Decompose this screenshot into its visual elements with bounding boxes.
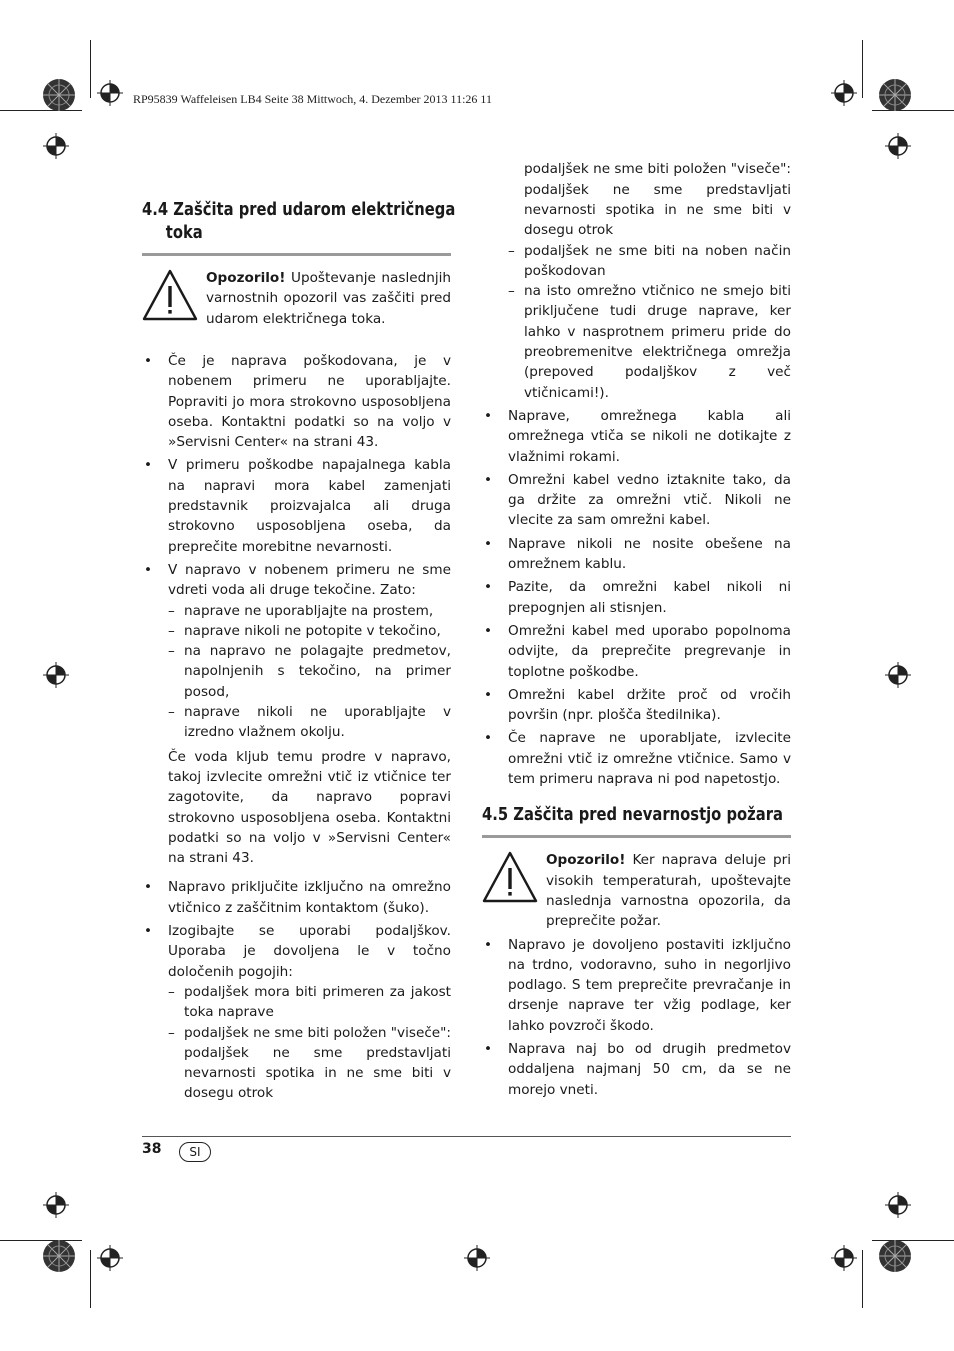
list-item: • Izogibajte se uporabi podaljškov. Uporaba je dovoljena le v točno določenih pogojih: – podaljšek mora biti primeren za jakost toka naprave – podaljšek ne sme biti položen "viseče": podaljšek ne sme predstavljati nevarnosti spotika in ne sme biti v dosegu otrok	[142, 921, 451, 1063]
registration-mark-icon	[43, 133, 69, 159]
color-target-icon	[878, 1239, 912, 1273]
registration-mark-icon	[831, 80, 857, 106]
list-item: – naprave nikoli ne uporabljajte v izredno vlažnem okolju.	[168, 702, 451, 743]
dash-list	[508, 241, 791, 403]
registration-mark-icon	[97, 1245, 123, 1271]
list-item: – podaljšek mora biti primeren za jakost toka naprave	[168, 982, 451, 1023]
list-item: – na napravo ne polagajte predmetov, napolnjenih s tekočino, na primer posod,	[168, 641, 451, 702]
list-item: • V primeru poškodbe napajalnega kabla na napravi mora kabel zamenjati predstavnik proizvajalca ali druga strokovno usposobljena oseba, da preprečite morebitne nevarnosti.	[142, 455, 451, 556]
list-item: • Napravo je dovoljeno postaviti izključno na trdno, vodoravno, suho in negorljivo podlago. S tem preprečite prevračanje in drsenje naprave ter vžig podlage, ker lahko povzroči škodo.	[482, 935, 791, 1036]
dash-list	[168, 601, 451, 743]
list-item: – na isto omrežno vtičnico ne smejo biti priključene tudi druge naprave, ker lahko v nasprotnem primeru pride do preobremenitve električnega omrežja (prepoved podaljškov z več vtičnicami!).	[508, 281, 791, 403]
list-item: • Omrežni kabel držite proč od vročih površin (npr. plošča štedilnika).	[482, 685, 791, 726]
warning-triangle-icon	[482, 850, 538, 904]
warning-text: Opozorilo! Upoštevanje naslednjih varnostnih opozoril vas zaščiti pred udarom električnega toka.	[206, 270, 451, 327]
list-item: • Napravo priključite izključno na omrežno vtičnico z zaščitnim kontaktom (šuko).	[142, 877, 451, 918]
list-item: • Pazite, da omrežni kabel nikoli ni prepognjen ali stisnjen.	[482, 577, 791, 618]
bullet-list	[142, 877, 451, 1102]
warning-text: Opozorilo! Ker naprava deluje pri visokih temperaturah, upoštevajte naslednja varnostna opozorila, da preprečite požar.	[546, 852, 791, 930]
warning-label: Opozorilo!	[546, 852, 626, 869]
print-slug: RP95839 Waffeleisen LB4 Seite 38 Mittwoch, 4. Dezember 2013 11:26 11	[133, 92, 492, 106]
warning-triangle-icon	[142, 268, 198, 322]
bullet-list	[482, 406, 791, 789]
list-item: • Naprave, omrežnega kabla ali omrežnega vtiča se nikoli ne dotikajte z vlažnimi rokami.	[482, 406, 791, 467]
registration-mark-icon	[43, 1192, 69, 1218]
list-item: • Omrežni kabel vedno iztaknite tako, da ga držite za omrežni vtič. Nikoli ne vlecite za sam omrežni kabel.	[482, 470, 791, 531]
list-item: • Če je naprava poškodovana, je v nobenem primeru ne uporabljajte. Popraviti jo mora strokovno usposobljena oseba. Kontaktni podatki so na voljo v »Servisni Center« na strani 43.	[142, 351, 451, 452]
color-target-icon	[878, 78, 912, 112]
registration-mark-icon	[97, 80, 123, 106]
registration-mark-icon	[885, 133, 911, 159]
list-item: • Naprava naj bo od drugih predmetov oddaljena najmanj 50 cm, da se ne morejo vneti.	[482, 1039, 791, 1100]
footer-rule	[142, 1136, 791, 1137]
list-item: • Če naprave ne uporabljate, izvlecite omrežni vtič iz omrežne vtičnice. Samo v tem primeru naprava ni pod napetostjo.	[482, 728, 791, 789]
paragraph: Če voda kljub temu prodre v napravo, takoj izvlecite omrežni vtič iz vtičnice ter zagotovite, da napravo popravi strokovno usposobljena oseba. Kontaktni podatki so na voljo v »Servisni Center« na strani 43.	[168, 748, 451, 867]
list-item: – podaljšek ne sme biti položen "viseče": podaljšek ne sme predstavljati nevarnosti spotika in ne sme biti v dosegu otrok	[168, 1023, 451, 1064]
warning-box	[482, 850, 791, 931]
left-column	[142, 198, 456, 1102]
registration-mark-icon	[43, 662, 69, 688]
language-badge: SI	[179, 1142, 211, 1162]
list-item: – naprave nikoli ne potopite v tekočino,	[168, 621, 451, 641]
list-item: • V napravo v nobenem primeru ne sme vdreti voda ali druge tekočine. Zato: – naprave ne uporabljajte na prostem, – naprave nikoli ne potopite v tekočino, – na napravo ne polagajte predmetov, napolnjenih s tekočino, na primer posod, – naprave nikoli ne uporabljajte v izredno vlažnem okolju.	[142, 560, 451, 743]
registration-mark-icon	[831, 1245, 857, 1271]
section-4-5-title: 4.5 Zaščita pred nevarnostjo požara	[482, 804, 783, 826]
list-item: – naprave ne uporabljajte na prostem,	[168, 601, 451, 621]
right-column	[482, 161, 791, 1103]
bullet-list	[482, 935, 791, 1100]
list-item: • Omrežni kabel med uporabo popolnoma odvijte, da preprečite pregrevanje in toplotne poškodbe.	[482, 621, 791, 682]
section-rule	[482, 835, 791, 838]
color-target-icon	[42, 1239, 76, 1273]
registration-mark-icon	[885, 1192, 911, 1218]
color-target-icon	[42, 78, 76, 112]
page-number: 38	[142, 1141, 162, 1157]
list-item: – podaljšek ne sme biti na noben način poškodovan	[508, 241, 791, 282]
bullet-list	[142, 351, 451, 743]
section-4-4-title: 4.4 Zaščita pred udarom električnega toka	[142, 199, 456, 243]
section-rule	[142, 253, 451, 256]
registration-mark-icon	[885, 662, 911, 688]
continued-text: podaljšek ne sme biti položen "viseče": podaljšek ne sme predstavljati nevarnosti spotika in ne sme biti v dosegu otrok	[524, 161, 791, 239]
warning-label: Opozorilo!	[206, 270, 286, 286]
warning-box	[142, 268, 451, 348]
registration-mark-icon	[464, 1245, 490, 1271]
list-item: • Naprave nikoli ne nosite obešene na omrežnem kablu.	[482, 534, 791, 575]
